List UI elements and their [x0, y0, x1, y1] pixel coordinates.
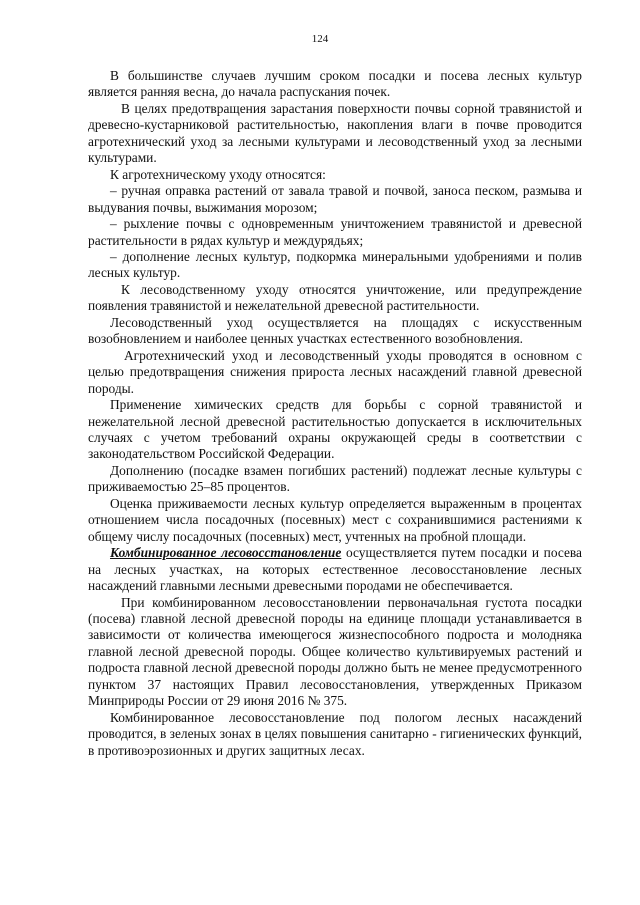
paragraph-combined-density: При комбинированном лесовосстановлении первоначальная густота посадки (посева) главной лесной древесной породы на единице площади устанавливается в зависимости от количества имеющегося жизнеспособного подроста и молодняка главной лесной древесной породы. Общее количество культивируемых растений и подроста главной лесной древесной породы должно быть не менее предусмотренного пунктом 37 настоящих Правил лесовосстановления, утвержденных Приказом Минприроды России от 29 июня 2016 № 375. [88, 594, 582, 709]
paragraph-chemicals: Применение химических средств для борьбы с сорной травянистой и нежелательной лесной древесной растительностью допускается в исключительных случаях с учетом требований охраны окружающей среды в соответствии с законодательством Российской Федерации. [88, 397, 582, 462]
paragraph-care-goal: Агротехнический уход и лесоводственный уходы проводятся в основном с целью предотвращения снижения прироста лесных насаждений главной древесной породы. [88, 347, 582, 396]
list-item-manual-correction: – ручная оправка растений от завала травой и почвой, заноса песком, размыва и выдувания почвы, выжимания морозом; [88, 183, 582, 215]
list-item-supplement: – дополнение лесных культур, подкормка минеральными удобрениями и полив лесных культур. [88, 248, 582, 281]
term-combined-reforestation: Комбинированное лесовосстановление [110, 545, 342, 561]
paragraph-silvicultural-areas: Лесоводственный уход осуществляется на площадях с искусственным возобновлением и наиболее ценных участках естественного возобновления. [88, 314, 582, 347]
combined-definition-text: осуществляется путем посадки и посева на лесных участках, на которых естественное лесовосстановление лесных насаждений главными лесными древесными породами не обеспечивается. [88, 545, 583, 594]
page-number: 124 [311, 33, 329, 45]
paragraph-agrotech-heading: К агротехническому уходу относятся: [110, 166, 326, 182]
paragraph-care-purpose: В целях предотвращения зарастания поверхности почвы сорной травянистой и древесно-кустарниковой растительностью, накопления влаги в почве проводится агротехнический уход за лесными культурами и лесоводственный уход за лесными культурами. [88, 100, 582, 166]
paragraph-combined-canopy: Комбинированное лесовосстановление под пологом лесных насаждений проводится, в зеленых зонах в целях повышения санитарно - гигиенических функций, в противоэрозионных и других защитных лесах. [88, 709, 582, 758]
list-item-loosening: – рыхление почвы с одновременным уничтожением травянистой и древесной растительности в рядах культур и междурядьях; [88, 216, 582, 248]
paragraph-survival-assessment: Оценка приживаемости лесных культур определяется выраженным в процентах отношением числа посадочных (посевных) мест с сохранившимися растениями к общему числу посадочных (посевных) мест, учтенных на пробной площади. [88, 495, 582, 544]
paragraph-combined-definition [88, 545, 582, 594]
paragraph-supplement-rate: Дополнению (посадке взамен погибших растений) подлежат лесные культуры с приживаемостью 25–85 процентов. [88, 462, 582, 495]
document-body [88, 68, 582, 759]
paragraph-planting-time: В большинстве случаев лучшим сроком посадки и посева лесных культур является ранняя весна, до начала распускания почек. [88, 68, 582, 100]
paragraph-silvicultural-care: К лесоводственному уходу относятся уничтожение, или предупреждение появления травянистой и нежелательной древесной растительности. [88, 281, 582, 314]
